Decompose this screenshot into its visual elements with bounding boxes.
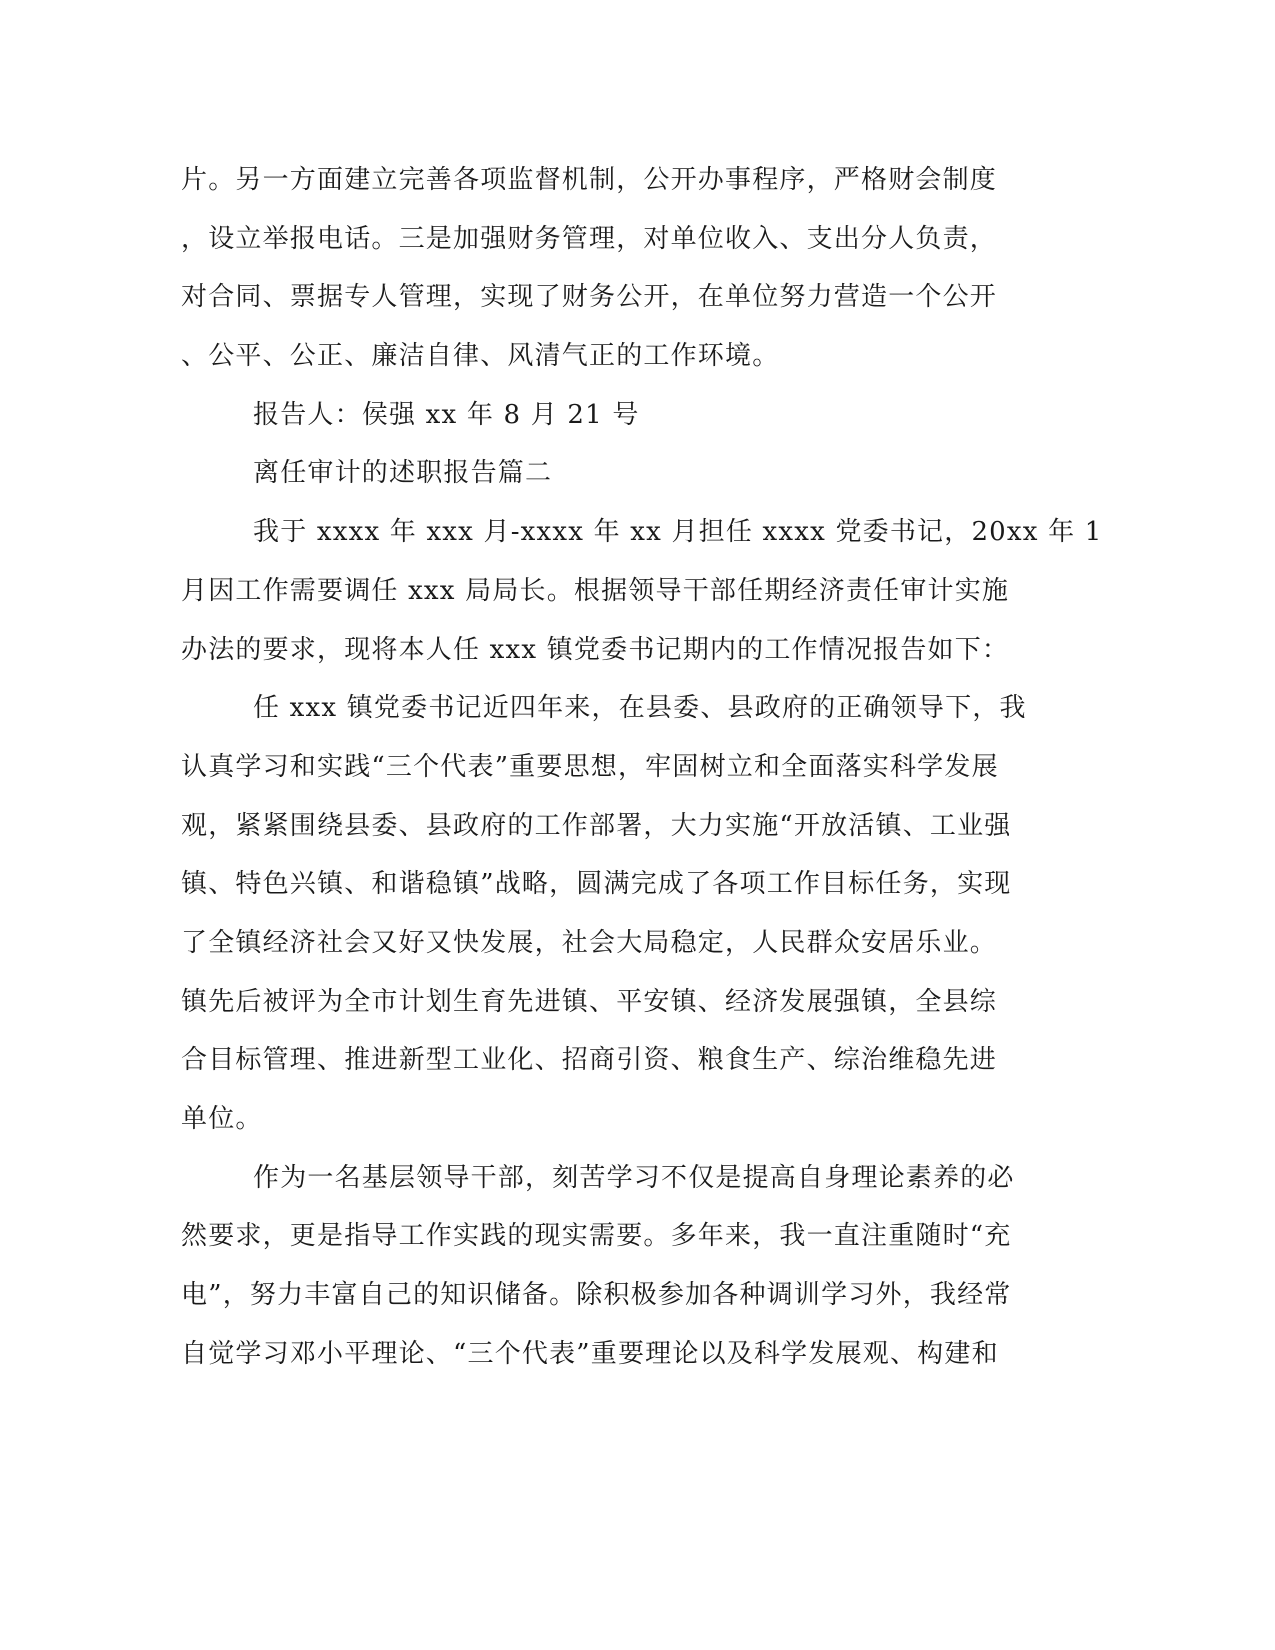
text-line: 办法的要求，现将本人任 xxx 镇党委书记期内的工作情况报告如下：: [181, 634, 1010, 665]
text-line: 单位。: [181, 1104, 263, 1134]
document-body: [181, 158, 1103, 1390]
text-line: 然要求，更是指导工作实践的现实需要。多年来，我一直注重随时“充: [181, 1221, 1012, 1252]
text-line: 镇先后被评为全市计划生育先进镇、平安镇、经济发展强镇，全县综: [181, 986, 998, 1017]
text-line: 任 xxx 镇党委书记近四年来，在县委、县政府的正确领导下，我: [253, 693, 1027, 724]
text-line: 报告人：侯强 xx 年 8 月 21 号: [253, 399, 640, 430]
text-line: 认真学习和实践“三个代表”重要思想，牢固树立和全面落实科学发展: [181, 751, 999, 782]
text-line: 合目标管理、推进新型工业化、招商引资、粮食生产、综治维稳先进: [181, 1045, 998, 1076]
text-line: 作为一名基层领导干部，刻苦学习不仅是提高自身理论素养的必: [253, 1162, 1015, 1193]
text-line: 观，紧紧围绕县委、县政府的工作部署，大力实施“开放活镇、工业强: [181, 810, 1012, 841]
text-line: 月因工作需要调任 xxx 局局长。根据领导干部任期经济责任审计实施: [181, 575, 1010, 606]
text-line: ，设立举报电话。三是加强财务管理，对单位收入、支出分人负责，: [181, 223, 998, 254]
text-line: 自觉学习邓小平理论、“三个代表”重要理论以及科学发展观、构建和: [181, 1338, 999, 1369]
text-line: 离任审计的述职报告篇二: [253, 458, 553, 489]
text-line: 、公平、公正、廉洁自律、风清气正的工作环境。: [181, 341, 780, 372]
text-line: 镇、特色兴镇、和谐稳镇”战略，圆满完成了各项工作目标任务，实现: [181, 869, 1012, 900]
text-line: 我于 xxxx 年 xxx 月-xxxx 年 xx 月担任 xxxx 党委书记，20xx 年 1: [253, 517, 1103, 548]
text-line: 了全镇经济社会又好又快发展，社会大局稳定，人民群众安居乐业。: [181, 927, 998, 958]
text-line: 片。另一方面建立完善各项监督机制，公开办事程序，严格财会制度: [181, 165, 998, 195]
text-line: 对合同、票据专人管理，实现了财务公开，在单位努力营造一个公开: [181, 282, 998, 313]
text-line: 电”，努力丰富自己的知识储备。除积极参加各种调训学习外，我经常: [181, 1280, 1012, 1311]
